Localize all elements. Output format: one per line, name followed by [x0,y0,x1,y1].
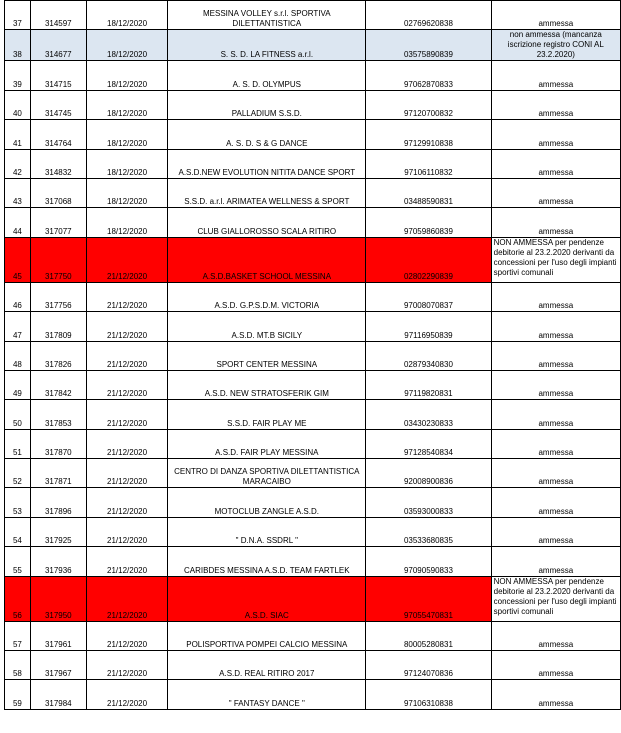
protocol-number-cell: 317853 [30,400,86,429]
outcome-cell: ammessa [491,90,620,119]
association-name-cell: A.S.D. FAIR PLAY MESSINA [168,429,366,458]
association-name-cell: CLUB GIALLOROSSO SCALA RITIRO [168,208,366,237]
row-number-cell: 57 [5,621,31,650]
association-name-cell: CARIBDES MESSINA A.S.D. TEAM FARTLEK [168,547,366,576]
tax-code-cell: 03430230833 [366,400,491,429]
protocol-number-cell: 314597 [30,1,86,30]
outcome-cell: ammessa [491,488,620,517]
association-name-cell: A. S. D. OLYMPUS [168,61,366,90]
outcome-cell: ammessa [491,341,620,370]
date-cell: 18/12/2020 [86,61,168,90]
date-cell: 21/12/2020 [86,576,168,621]
tax-code-cell: 97008070837 [366,282,491,311]
row-number-cell: 44 [5,208,31,237]
row-number-cell: 47 [5,312,31,341]
tax-code-cell: 97120700832 [366,90,491,119]
outcome-cell: ammessa [491,1,620,30]
row-number-cell: 55 [5,547,31,576]
outcome-cell: ammessa [491,400,620,429]
table-row [5,237,621,282]
protocol-number-cell: 317936 [30,547,86,576]
outcome-cell: NON AMMESSA per pendenze debitorie al 23.2.2020 derivanti da concessioni per l'uso degli impianti sportivi comunali [491,576,620,621]
row-number-cell: 45 [5,237,31,282]
tax-code-cell: 97055470831 [366,576,491,621]
tax-code-cell: 03593000833 [366,488,491,517]
row-number-cell: 58 [5,651,31,680]
date-cell: 21/12/2020 [86,621,168,650]
date-cell: 18/12/2020 [86,90,168,119]
association-name-cell: POLISPORTIVA POMPEI CALCIO MESSINA [168,621,366,650]
association-name-cell: CENTRO DI DANZA SPORTIVA DILETTANTISTICA MARACAIBO [168,459,366,488]
row-number-cell: 53 [5,488,31,517]
row-number-cell: 52 [5,459,31,488]
tax-code-cell: 03575890839 [366,30,491,61]
tax-code-cell: 97062870833 [366,61,491,90]
association-name-cell: S.S.D. FAIR PLAY ME [168,400,366,429]
table-row [5,621,621,650]
association-name-cell: " D.N.A. SSDRL " [168,517,366,546]
row-number-cell: 49 [5,370,31,399]
outcome-cell: ammessa [491,621,620,650]
table-row [5,282,621,311]
association-name-cell: A.S.D. G.P.S.D.M. VICTORIA [168,282,366,311]
row-number-cell: 39 [5,61,31,90]
date-cell: 21/12/2020 [86,651,168,680]
row-number-cell: 56 [5,576,31,621]
row-number-cell: 54 [5,517,31,546]
protocol-number-cell: 317961 [30,621,86,650]
tax-code-cell: 97128540834 [366,429,491,458]
tax-code-cell: 03488590831 [366,178,491,207]
association-name-cell: S.S.D. a.r.l. ARIMATEA WELLNESS & SPORT [168,178,366,207]
protocol-number-cell: 317068 [30,178,86,207]
table-row [5,576,621,621]
association-name-cell: A.S.D. SIAC [168,576,366,621]
outcome-cell: ammessa [491,547,620,576]
date-cell: 18/12/2020 [86,120,168,149]
table-row [5,120,621,149]
protocol-number-cell: 317756 [30,282,86,311]
applications-table [4,0,621,710]
row-number-cell: 46 [5,282,31,311]
row-number-cell: 37 [5,1,31,30]
table-row [5,517,621,546]
association-name-cell: PALLADIUM S.S.D. [168,90,366,119]
protocol-number-cell: 317809 [30,312,86,341]
date-cell: 21/12/2020 [86,370,168,399]
outcome-cell: ammessa [491,149,620,178]
outcome-cell: ammessa [491,370,620,399]
outcome-cell: ammessa [491,312,620,341]
row-number-cell: 59 [5,680,31,709]
date-cell: 21/12/2020 [86,400,168,429]
tax-code-cell: 02802290839 [366,237,491,282]
row-number-cell: 38 [5,30,31,61]
date-cell: 18/12/2020 [86,208,168,237]
tax-code-cell: 03533680835 [366,517,491,546]
date-cell: 21/12/2020 [86,488,168,517]
table-row [5,178,621,207]
outcome-cell: ammessa [491,282,620,311]
association-name-cell: SPORT CENTER MESSINA [168,341,366,370]
table-row [5,370,621,399]
protocol-number-cell: 317870 [30,429,86,458]
protocol-number-cell: 314832 [30,149,86,178]
outcome-cell: ammessa [491,208,620,237]
row-number-cell: 40 [5,90,31,119]
row-number-cell: 51 [5,429,31,458]
date-cell: 18/12/2020 [86,178,168,207]
tax-code-cell: 97090590833 [366,547,491,576]
association-name-cell: A.S.D. MT.B SICILY [168,312,366,341]
table-row [5,429,621,458]
protocol-number-cell: 317896 [30,488,86,517]
tax-code-cell: 97116950839 [366,312,491,341]
date-cell: 21/12/2020 [86,459,168,488]
table-row [5,459,621,488]
association-name-cell: A.S.D.BASKET SCHOOL MESSINA [168,237,366,282]
outcome-cell: ammessa [491,680,620,709]
outcome-cell: ammessa [491,178,620,207]
protocol-number-cell: 317871 [30,459,86,488]
outcome-cell: NON AMMESSA per pendenze debitorie al 23.2.2020 derivanti da concessioni per l'uso degli impianti sportivi comunali [491,237,620,282]
table-row [5,30,621,61]
table-row [5,651,621,680]
date-cell: 21/12/2020 [86,517,168,546]
outcome-cell: ammessa [491,459,620,488]
protocol-number-cell: 314715 [30,61,86,90]
tax-code-cell: 97129910838 [366,120,491,149]
protocol-number-cell: 317925 [30,517,86,546]
protocol-number-cell: 317967 [30,651,86,680]
association-name-cell: A.S.D. REAL RITIRO 2017 [168,651,366,680]
outcome-cell: non ammessa (mancanza iscrizione registro CONI AL 23.2.2020) [491,30,620,61]
date-cell: 21/12/2020 [86,680,168,709]
date-cell: 21/12/2020 [86,547,168,576]
protocol-number-cell: 317842 [30,370,86,399]
table-row [5,488,621,517]
tax-code-cell: 92008900836 [366,459,491,488]
date-cell: 18/12/2020 [86,149,168,178]
tax-code-cell: 97124070836 [366,651,491,680]
date-cell: 18/12/2020 [86,1,168,30]
association-name-cell: " FANTASY DANCE " [168,680,366,709]
outcome-cell: ammessa [491,61,620,90]
outcome-cell: ammessa [491,517,620,546]
table-row [5,680,621,709]
protocol-number-cell: 317750 [30,237,86,282]
protocol-number-cell: 317950 [30,576,86,621]
protocol-number-cell: 314764 [30,120,86,149]
table-row [5,61,621,90]
tax-code-cell: 97106110832 [366,149,491,178]
date-cell: 21/12/2020 [86,312,168,341]
table-body [5,1,621,710]
table-row [5,90,621,119]
protocol-number-cell: 317826 [30,341,86,370]
protocol-number-cell: 317077 [30,208,86,237]
association-name-cell: MOTOCLUB ZANGLE A.S.D. [168,488,366,517]
row-number-cell: 41 [5,120,31,149]
table-row [5,149,621,178]
table-row [5,547,621,576]
association-name-cell: A. S. D. S & G DANCE [168,120,366,149]
tax-code-cell: 97059860839 [366,208,491,237]
date-cell: 21/12/2020 [86,237,168,282]
table-row [5,400,621,429]
association-name-cell: A.S.D. NEW STRATOSFERIK GIM [168,370,366,399]
tax-code-cell: 02879340830 [366,341,491,370]
date-cell: 18/12/2020 [86,30,168,61]
date-cell: 21/12/2020 [86,341,168,370]
association-name-cell: A.S.D.NEW EVOLUTION NITITA DANCE SPORT [168,149,366,178]
tax-code-cell: 80005280831 [366,621,491,650]
row-number-cell: 50 [5,400,31,429]
association-name-cell: S. S. D. LA FITNESS a.r.l. [168,30,366,61]
row-number-cell: 43 [5,178,31,207]
table-row [5,1,621,30]
outcome-cell: ammessa [491,651,620,680]
row-number-cell: 42 [5,149,31,178]
tax-code-cell: 02769620838 [366,1,491,30]
table-row [5,341,621,370]
tax-code-cell: 97119820831 [366,370,491,399]
association-name-cell: MESSINA VOLLEY s.r.l. SPORTIVA DILETTANTISTICA [168,1,366,30]
outcome-cell: ammessa [491,120,620,149]
tax-code-cell: 97106310838 [366,680,491,709]
protocol-number-cell: 314745 [30,90,86,119]
date-cell: 21/12/2020 [86,282,168,311]
table-row [5,208,621,237]
row-number-cell: 48 [5,341,31,370]
table-row [5,312,621,341]
protocol-number-cell: 314677 [30,30,86,61]
protocol-number-cell: 317984 [30,680,86,709]
outcome-cell: ammessa [491,429,620,458]
date-cell: 21/12/2020 [86,429,168,458]
